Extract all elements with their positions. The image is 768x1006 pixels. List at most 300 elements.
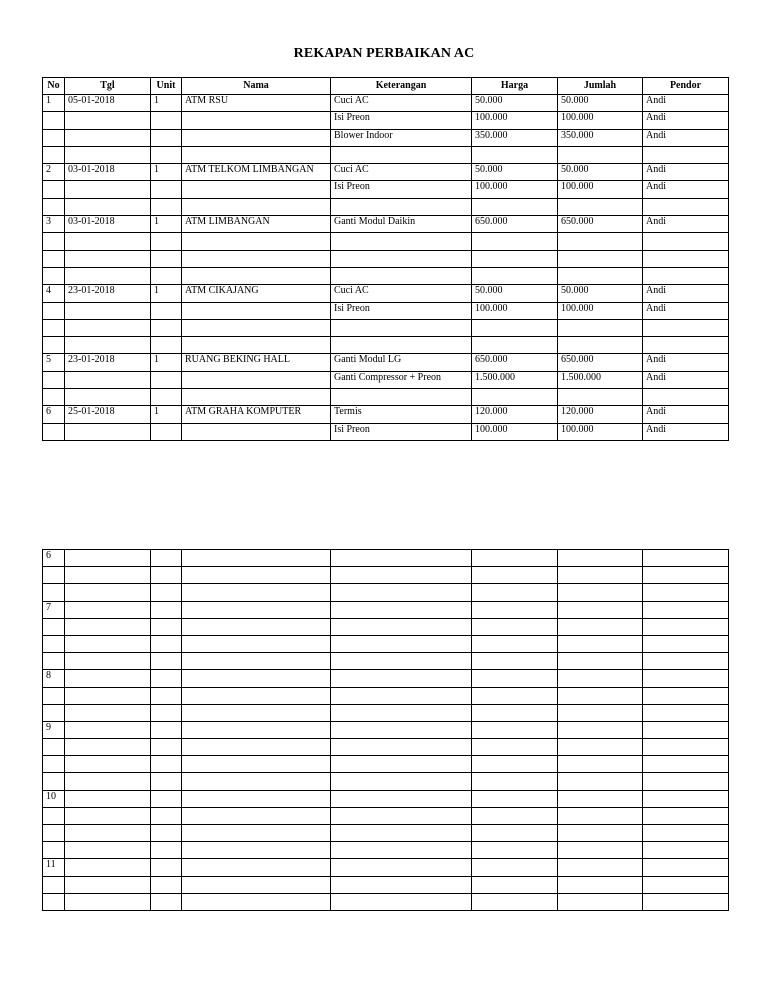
- cell-nama: ATM LIMBANGAN: [182, 216, 331, 233]
- cell-jumlah: 100.000: [558, 302, 643, 319]
- cell-jumlah: [558, 773, 643, 790]
- cell-unit: [151, 337, 182, 354]
- table-row: [43, 859, 729, 876]
- table-row: [43, 739, 729, 756]
- cell-pendor: [643, 893, 729, 910]
- cell-jumlah: 650.000: [558, 216, 643, 233]
- cell-jumlah: [558, 601, 643, 618]
- cell-unit: [151, 198, 182, 215]
- cell-tgl: [65, 250, 151, 267]
- cell-jumlah: [558, 146, 643, 163]
- cell-unit: [151, 550, 182, 567]
- cell-no: [43, 146, 65, 163]
- cell-unit: [151, 389, 182, 406]
- table-header-row: [43, 78, 729, 95]
- cell-jumlah: [558, 389, 643, 406]
- cell-pendor: [643, 704, 729, 721]
- cell-nama: [182, 423, 331, 440]
- cell-jumlah: [558, 618, 643, 635]
- cell-keterangan: [331, 550, 472, 567]
- table-row: [43, 354, 729, 371]
- cell-tgl: [65, 893, 151, 910]
- cell-jumlah: [558, 635, 643, 652]
- cell-tgl: [65, 371, 151, 388]
- cell-harga: [472, 756, 558, 773]
- cell-no: [43, 267, 65, 284]
- page-title: REKAPAN PERBAIKAN AC: [293, 46, 475, 61]
- cell-harga: [472, 670, 558, 687]
- cell-unit: [151, 181, 182, 198]
- cell-pendor: Andi: [643, 406, 729, 423]
- header-keterangan: Keterangan: [331, 78, 472, 95]
- cell-pendor: [643, 233, 729, 250]
- cell-no: [43, 825, 65, 842]
- cell-tgl: 23-01-2018: [65, 285, 151, 302]
- cell-harga: [472, 319, 558, 336]
- cell-tgl: [65, 670, 151, 687]
- cell-jumlah: [558, 267, 643, 284]
- cell-tgl: [65, 146, 151, 163]
- cell-keterangan: [331, 739, 472, 756]
- cell-pendor: [643, 670, 729, 687]
- cell-pendor: Andi: [643, 423, 729, 440]
- cell-no: 2: [43, 164, 65, 181]
- cell-nama: [182, 550, 331, 567]
- cell-pendor: Andi: [643, 302, 729, 319]
- cell-keterangan: Cuci AC: [331, 95, 472, 112]
- cell-harga: [472, 550, 558, 567]
- table-row: [43, 704, 729, 721]
- cell-keterangan: [331, 601, 472, 618]
- cell-no: 5: [43, 354, 65, 371]
- cell-nama: RUANG BEKING HALL: [182, 354, 331, 371]
- cell-tgl: [65, 319, 151, 336]
- cell-tgl: [65, 267, 151, 284]
- table-row: [43, 319, 729, 336]
- cell-nama: [182, 721, 331, 738]
- table-row: [43, 267, 729, 284]
- table-row: [43, 233, 729, 250]
- cell-nama: [182, 704, 331, 721]
- cell-tgl: [65, 704, 151, 721]
- cell-pendor: [643, 601, 729, 618]
- header-tgl: Tgl: [65, 78, 151, 95]
- cell-no: 3: [43, 216, 65, 233]
- cell-nama: ATM TELKOM LIMBANGAN: [182, 164, 331, 181]
- cell-tgl: [65, 423, 151, 440]
- cell-harga: 650.000: [472, 354, 558, 371]
- cell-nama: [182, 112, 331, 129]
- table-row: [43, 842, 729, 859]
- cell-pendor: [643, 389, 729, 406]
- table-row: [43, 285, 729, 302]
- cell-keterangan: Isi Preon: [331, 423, 472, 440]
- cell-nama: [182, 146, 331, 163]
- cell-harga: [472, 739, 558, 756]
- cell-pendor: [643, 790, 729, 807]
- cell-jumlah: [558, 670, 643, 687]
- cell-pendor: [643, 859, 729, 876]
- cell-harga: 100.000: [472, 112, 558, 129]
- cell-no: [43, 371, 65, 388]
- cell-nama: [182, 842, 331, 859]
- cell-keterangan: [331, 721, 472, 738]
- cell-unit: 1: [151, 406, 182, 423]
- header-harga: Harga: [472, 78, 558, 95]
- cell-nama: [182, 250, 331, 267]
- table-row: [43, 302, 729, 319]
- cell-tgl: 03-01-2018: [65, 216, 151, 233]
- table-row: [43, 584, 729, 601]
- cell-harga: [472, 773, 558, 790]
- cell-no: [43, 842, 65, 859]
- cell-no: 10: [43, 790, 65, 807]
- cell-harga: 50.000: [472, 95, 558, 112]
- cell-tgl: [65, 181, 151, 198]
- cell-no: [43, 704, 65, 721]
- cell-unit: [151, 233, 182, 250]
- cell-harga: [472, 267, 558, 284]
- cell-tgl: [65, 825, 151, 842]
- cell-unit: [151, 319, 182, 336]
- cell-unit: 1: [151, 216, 182, 233]
- cell-unit: [151, 302, 182, 319]
- cell-nama: [182, 601, 331, 618]
- table-row: [43, 389, 729, 406]
- cell-no: [43, 112, 65, 129]
- table-row: [43, 807, 729, 824]
- table-row: [43, 406, 729, 423]
- cell-pendor: Andi: [643, 112, 729, 129]
- cell-pendor: [643, 842, 729, 859]
- cell-no: [43, 181, 65, 198]
- cell-no: [43, 250, 65, 267]
- cell-keterangan: Isi Preon: [331, 302, 472, 319]
- cell-pendor: [643, 739, 729, 756]
- header-jumlah: Jumlah: [558, 78, 643, 95]
- cell-jumlah: 100.000: [558, 423, 643, 440]
- cell-nama: [182, 859, 331, 876]
- table-row: [43, 601, 729, 618]
- cell-keterangan: [331, 842, 472, 859]
- cell-unit: [151, 423, 182, 440]
- cell-tgl: [65, 756, 151, 773]
- cell-keterangan: [331, 859, 472, 876]
- cell-unit: [151, 129, 182, 146]
- cell-keterangan: [331, 653, 472, 670]
- table-row: [43, 687, 729, 704]
- cell-keterangan: [331, 198, 472, 215]
- cell-no: 6: [43, 550, 65, 567]
- cell-harga: [472, 584, 558, 601]
- cell-unit: [151, 825, 182, 842]
- cell-tgl: [65, 618, 151, 635]
- cell-no: [43, 635, 65, 652]
- cell-pendor: [643, 635, 729, 652]
- cell-nama: [182, 790, 331, 807]
- table-row: [43, 164, 729, 181]
- cell-unit: [151, 653, 182, 670]
- cell-keterangan: Isi Preon: [331, 181, 472, 198]
- cell-pendor: Andi: [643, 164, 729, 181]
- cell-nama: [182, 687, 331, 704]
- cell-no: 7: [43, 601, 65, 618]
- cell-tgl: [65, 790, 151, 807]
- cell-harga: [472, 618, 558, 635]
- cell-jumlah: 50.000: [558, 95, 643, 112]
- cell-harga: [472, 250, 558, 267]
- cell-nama: [182, 371, 331, 388]
- cell-unit: [151, 618, 182, 635]
- cell-pendor: [643, 721, 729, 738]
- cell-jumlah: [558, 198, 643, 215]
- table-row: [43, 250, 729, 267]
- cell-nama: [182, 198, 331, 215]
- cell-pendor: [643, 807, 729, 824]
- cell-nama: [182, 618, 331, 635]
- header-unit: Unit: [151, 78, 182, 95]
- cell-harga: [472, 704, 558, 721]
- table-row: [43, 550, 729, 567]
- cell-tgl: [65, 302, 151, 319]
- cell-harga: [472, 601, 558, 618]
- cell-keterangan: [331, 250, 472, 267]
- cell-keterangan: [331, 704, 472, 721]
- cell-nama: [182, 181, 331, 198]
- cell-harga: [472, 146, 558, 163]
- cell-jumlah: [558, 704, 643, 721]
- cell-unit: [151, 687, 182, 704]
- cell-no: [43, 618, 65, 635]
- cell-nama: [182, 893, 331, 910]
- cell-jumlah: [558, 687, 643, 704]
- cell-unit: [151, 859, 182, 876]
- cell-nama: ATM GRAHA KOMPUTER: [182, 406, 331, 423]
- cell-jumlah: [558, 319, 643, 336]
- cell-keterangan: [331, 337, 472, 354]
- cell-jumlah: 100.000: [558, 181, 643, 198]
- cell-keterangan: [331, 567, 472, 584]
- cell-jumlah: [558, 739, 643, 756]
- cell-nama: [182, 302, 331, 319]
- cell-tgl: 05-01-2018: [65, 95, 151, 112]
- table-row: [43, 618, 729, 635]
- cell-harga: 100.000: [472, 423, 558, 440]
- cell-jumlah: 120.000: [558, 406, 643, 423]
- cell-harga: 120.000: [472, 406, 558, 423]
- cell-keterangan: [331, 687, 472, 704]
- cell-jumlah: 350.000: [558, 129, 643, 146]
- cell-unit: 1: [151, 285, 182, 302]
- cell-pendor: [643, 567, 729, 584]
- cell-nama: [182, 267, 331, 284]
- cell-pendor: [643, 584, 729, 601]
- cell-pendor: [643, 267, 729, 284]
- header-pendor: Pendor: [643, 78, 729, 95]
- table-row: [43, 112, 729, 129]
- cell-keterangan: [331, 233, 472, 250]
- table-row: [43, 653, 729, 670]
- table-row: [43, 721, 729, 738]
- cell-harga: [472, 198, 558, 215]
- cell-no: [43, 567, 65, 584]
- cell-nama: [182, 233, 331, 250]
- table-row: [43, 790, 729, 807]
- cell-no: 1: [43, 95, 65, 112]
- cell-no: [43, 389, 65, 406]
- cell-tgl: [65, 876, 151, 893]
- cell-keterangan: Termis: [331, 406, 472, 423]
- cell-no: 4: [43, 285, 65, 302]
- cell-pendor: Andi: [643, 129, 729, 146]
- cell-tgl: 23-01-2018: [65, 354, 151, 371]
- header-no: No: [43, 78, 65, 95]
- cell-keterangan: [331, 389, 472, 406]
- cell-keterangan: [331, 876, 472, 893]
- cell-nama: [182, 129, 331, 146]
- cell-keterangan: Blower Indoor: [331, 129, 472, 146]
- cell-harga: [472, 337, 558, 354]
- cell-unit: [151, 756, 182, 773]
- cell-jumlah: [558, 807, 643, 824]
- cell-nama: ATM CIKAJANG: [182, 285, 331, 302]
- repair-table: [42, 77, 729, 441]
- cell-nama: [182, 653, 331, 670]
- cell-harga: [472, 389, 558, 406]
- cell-keterangan: [331, 825, 472, 842]
- cell-harga: [472, 635, 558, 652]
- cell-keterangan: [331, 635, 472, 652]
- cell-pendor: [643, 337, 729, 354]
- cell-no: [43, 233, 65, 250]
- cell-tgl: [65, 859, 151, 876]
- cell-tgl: [65, 550, 151, 567]
- cell-nama: [182, 773, 331, 790]
- cell-unit: [151, 773, 182, 790]
- cell-harga: [472, 842, 558, 859]
- cell-harga: 50.000: [472, 285, 558, 302]
- cell-no: [43, 756, 65, 773]
- cell-harga: [472, 825, 558, 842]
- cell-jumlah: [558, 653, 643, 670]
- table-row: [43, 181, 729, 198]
- table-row: [43, 146, 729, 163]
- cell-tgl: [65, 721, 151, 738]
- cell-jumlah: [558, 876, 643, 893]
- cell-no: [43, 893, 65, 910]
- cell-unit: 1: [151, 354, 182, 371]
- cell-jumlah: [558, 721, 643, 738]
- cell-tgl: 25-01-2018: [65, 406, 151, 423]
- cell-harga: [472, 687, 558, 704]
- cell-keterangan: Cuci AC: [331, 164, 472, 181]
- cell-keterangan: [331, 790, 472, 807]
- cell-unit: [151, 807, 182, 824]
- cell-tgl: [65, 567, 151, 584]
- cell-unit: [151, 721, 182, 738]
- cell-jumlah: [558, 859, 643, 876]
- cell-unit: [151, 584, 182, 601]
- cell-nama: [182, 584, 331, 601]
- cell-no: 11: [43, 859, 65, 876]
- cell-no: 8: [43, 670, 65, 687]
- cell-keterangan: [331, 893, 472, 910]
- cell-tgl: 03-01-2018: [65, 164, 151, 181]
- cell-pendor: [643, 825, 729, 842]
- cell-tgl: [65, 198, 151, 215]
- cell-nama: [182, 389, 331, 406]
- cell-harga: 650.000: [472, 216, 558, 233]
- cell-jumlah: [558, 250, 643, 267]
- cell-keterangan: [331, 618, 472, 635]
- cell-jumlah: 100.000: [558, 112, 643, 129]
- cell-harga: 50.000: [472, 164, 558, 181]
- cell-unit: [151, 567, 182, 584]
- cell-keterangan: [331, 756, 472, 773]
- cell-tgl: [65, 687, 151, 704]
- cell-no: [43, 337, 65, 354]
- cell-no: [43, 876, 65, 893]
- table-row: [43, 670, 729, 687]
- cell-unit: [151, 635, 182, 652]
- cell-harga: [472, 233, 558, 250]
- table-row: [43, 216, 729, 233]
- cell-nama: [182, 567, 331, 584]
- cell-tgl: [65, 773, 151, 790]
- cell-nama: [182, 825, 331, 842]
- cell-pendor: [643, 618, 729, 635]
- cell-jumlah: [558, 567, 643, 584]
- cell-unit: [151, 704, 182, 721]
- cell-harga: 100.000: [472, 302, 558, 319]
- cell-unit: 1: [151, 164, 182, 181]
- cell-no: 9: [43, 721, 65, 738]
- cell-unit: [151, 112, 182, 129]
- cell-no: [43, 198, 65, 215]
- cell-nama: [182, 756, 331, 773]
- cell-tgl: [65, 389, 151, 406]
- cell-no: [43, 739, 65, 756]
- cell-pendor: [643, 756, 729, 773]
- table-row: [43, 337, 729, 354]
- cell-keterangan: [331, 584, 472, 601]
- table-row: [43, 876, 729, 893]
- cell-unit: [151, 876, 182, 893]
- cell-nama: [182, 739, 331, 756]
- cell-tgl: [65, 653, 151, 670]
- cell-no: 6: [43, 406, 65, 423]
- cell-no: [43, 773, 65, 790]
- cell-no: [43, 807, 65, 824]
- cell-no: [43, 584, 65, 601]
- cell-jumlah: [558, 550, 643, 567]
- cell-no: [43, 653, 65, 670]
- table-row: [43, 635, 729, 652]
- cell-nama: [182, 670, 331, 687]
- cell-pendor: Andi: [643, 285, 729, 302]
- cell-tgl: [65, 112, 151, 129]
- cell-tgl: [65, 337, 151, 354]
- cell-nama: ATM RSU: [182, 95, 331, 112]
- cell-jumlah: [558, 233, 643, 250]
- cell-no: [43, 302, 65, 319]
- blank-continuation-table: [42, 549, 729, 911]
- cell-keterangan: [331, 807, 472, 824]
- cell-tgl: [65, 635, 151, 652]
- cell-harga: [472, 721, 558, 738]
- cell-nama: [182, 807, 331, 824]
- cell-no: [43, 129, 65, 146]
